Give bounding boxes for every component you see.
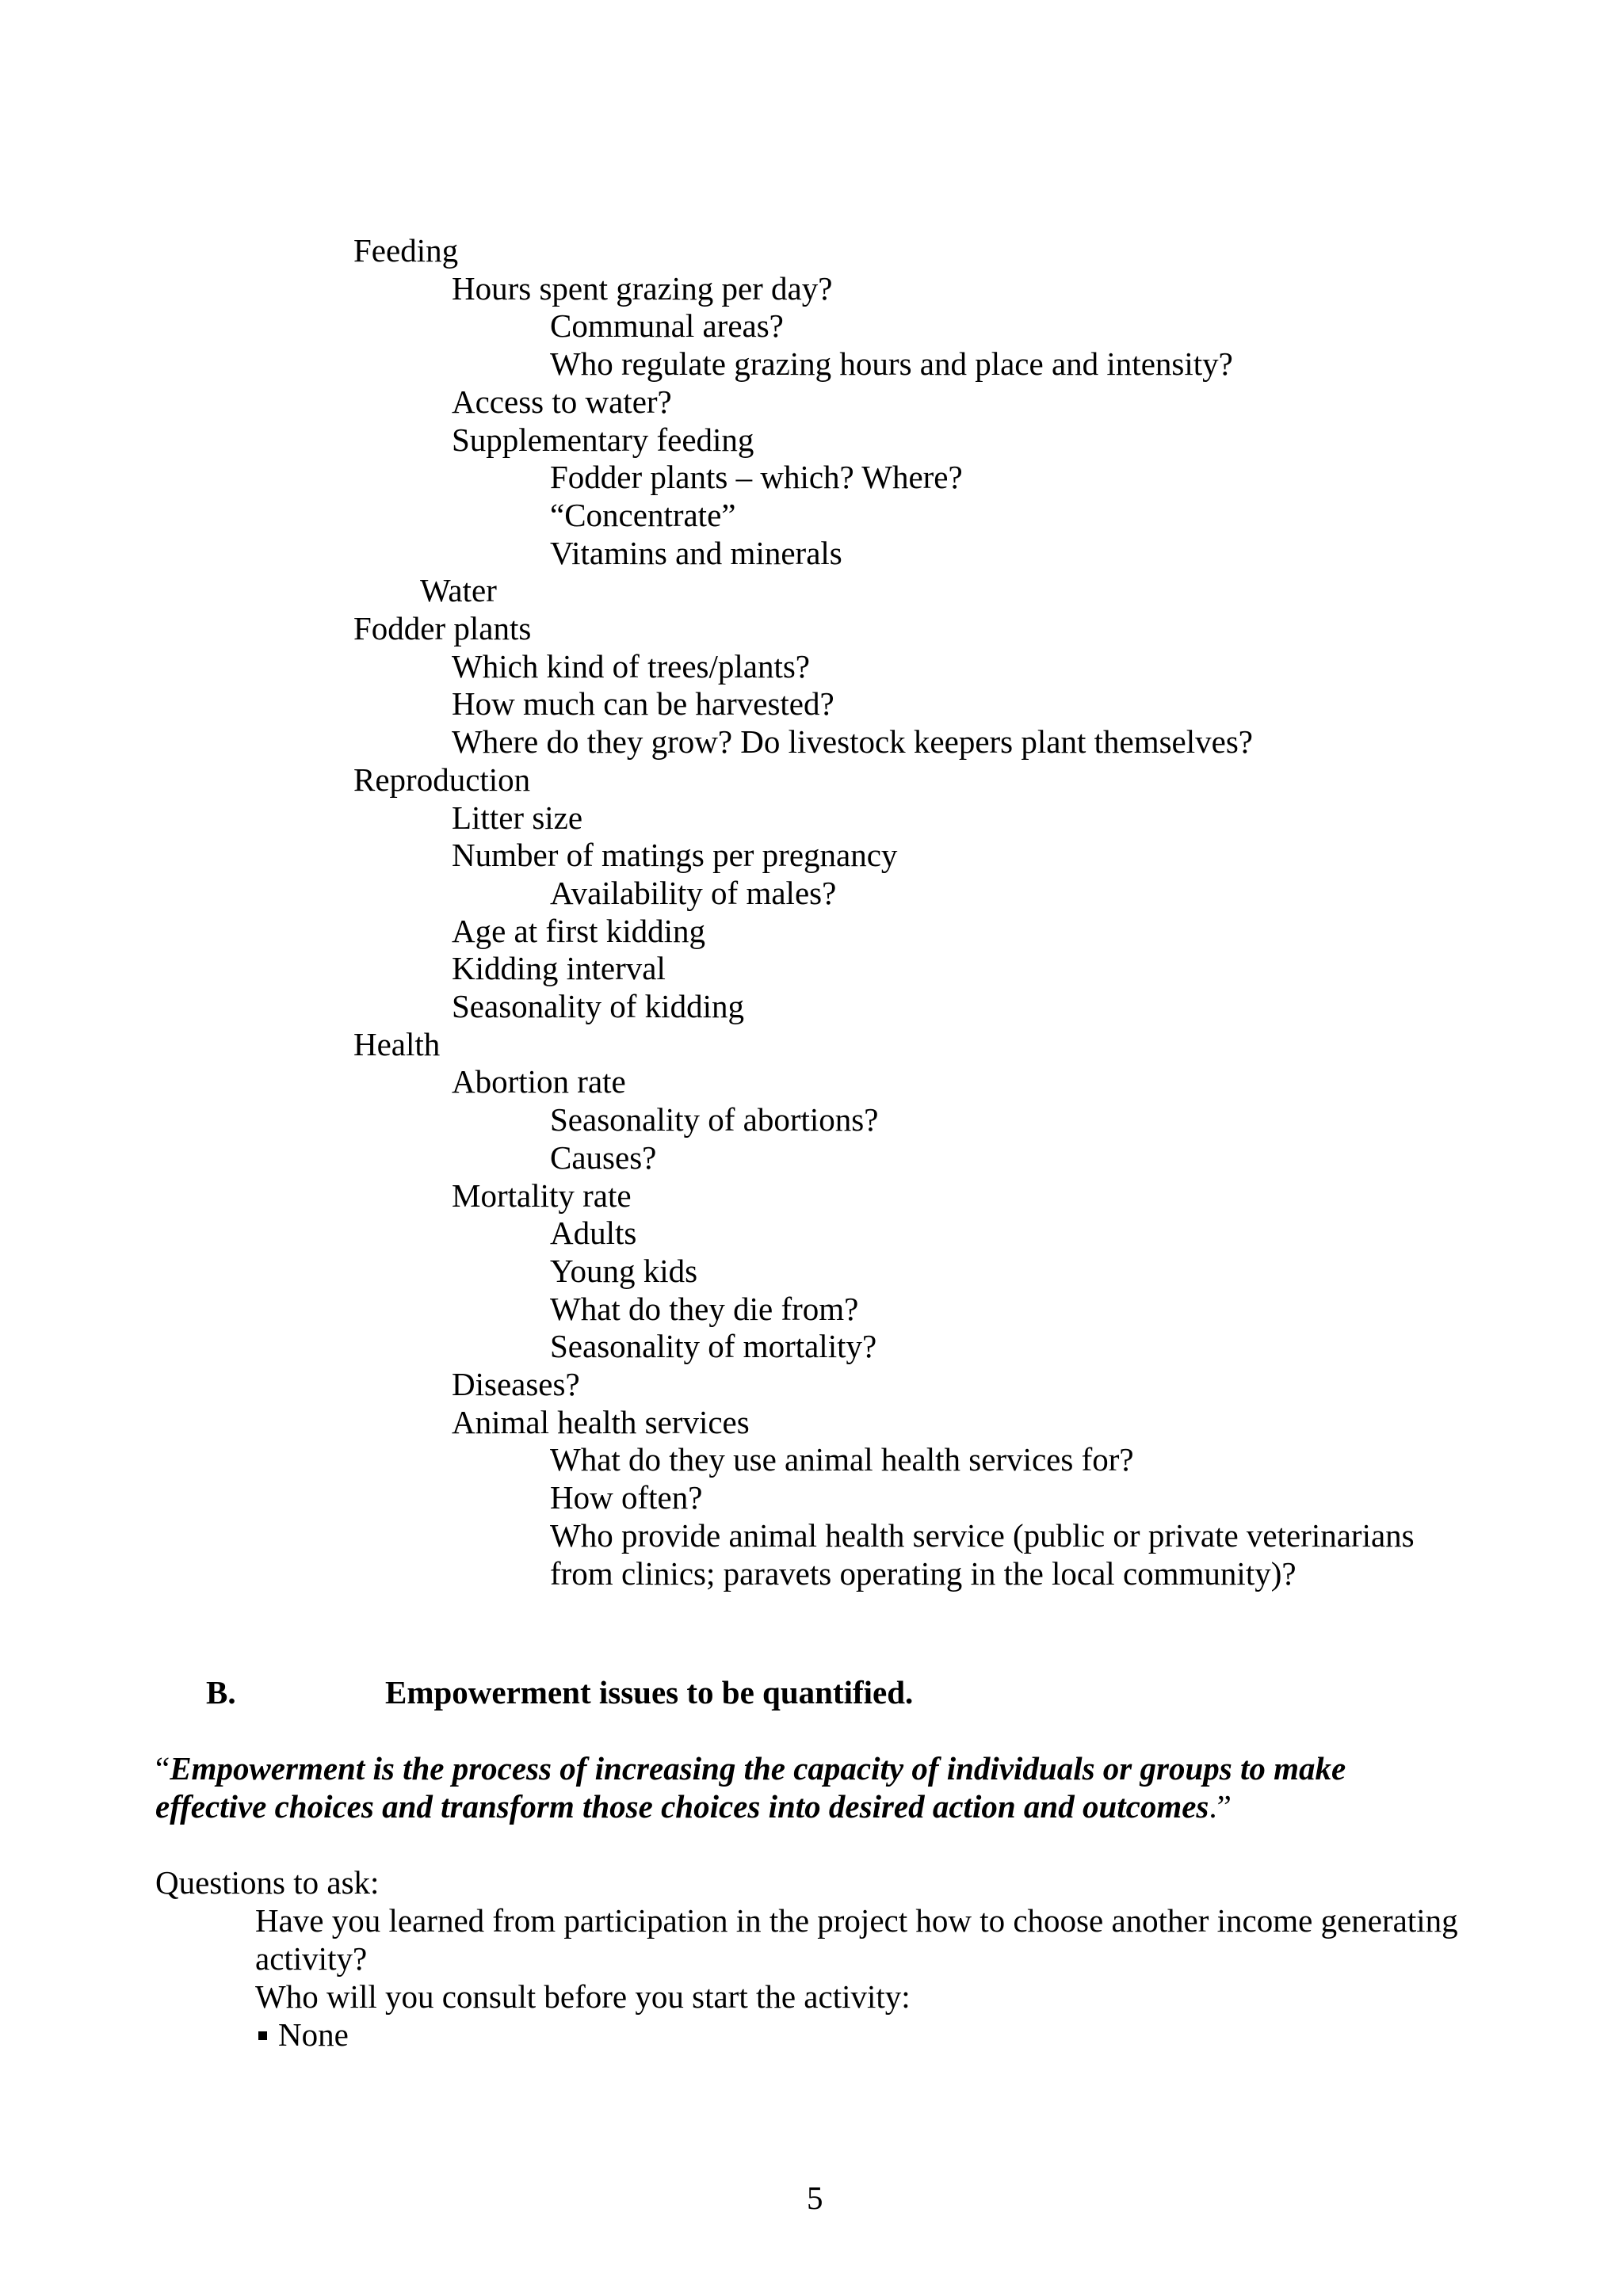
question-1-text: Have you learned from participation in the project how to choose another income generating: [255, 1902, 1458, 1939]
outline-text: “Concentrate”: [550, 497, 736, 533]
question-2-text: Who will you consult before you start the activity:: [255, 1978, 911, 2015]
outline-text: Where do they grow? Do livestock keepers plant themselves?: [452, 723, 1253, 760]
outline-text: Abortion rate: [452, 1063, 626, 1100]
outline-text: Availability of males?: [550, 875, 837, 911]
outline-text: Kidding interval: [452, 950, 666, 986]
outline-text: Vitamins and minerals: [550, 535, 842, 571]
outline-text: Hours spent grazing per day?: [452, 270, 833, 307]
empowerment-quote-line-1: [155, 1749, 1346, 1787]
outline-text: Mortality rate: [452, 1177, 632, 1214]
outline-text: Who regulate grazing hours and place and intensity?: [550, 345, 1233, 382]
outline-text: Age at first kidding: [452, 913, 705, 949]
square-bullet-icon: [258, 2031, 267, 2040]
outline-text: Who provide animal health service (public or private veterinarians: [550, 1517, 1415, 1554]
question-1-text-cont: activity?: [255, 1940, 368, 1977]
quote-text-2: effective choices and transform those choices into desired action and outcomes: [155, 1788, 1209, 1825]
outline-text: Supplementary feeding: [452, 421, 754, 458]
section-b-letter: B.: [206, 1674, 236, 1711]
outline-text: How much can be harvested?: [452, 685, 834, 722]
outline-text: Fodder plants: [353, 610, 532, 646]
outline-text: Seasonality of kidding: [452, 988, 744, 1024]
outline-text: Seasonality of mortality?: [550, 1328, 877, 1364]
outline-text: from clinics; paravets operating in the local community)?: [550, 1555, 1296, 1592]
outline-text: Young kids: [550, 1253, 698, 1289]
quote-text-1: Empowerment is the process of increasing the capacity of individuals or groups to make: [170, 1750, 1346, 1787]
section-b-title: Empowerment issues to be quantified.: [385, 1674, 914, 1711]
outline-text: Water: [420, 572, 497, 608]
bullet-text: None: [278, 2016, 349, 2053]
outline-text: Seasonality of abortions?: [550, 1101, 879, 1138]
outline-text: Reproduction: [353, 761, 531, 798]
outline-text: Litter size: [452, 799, 583, 836]
outline-text: Diseases?: [452, 1366, 580, 1402]
outline-text: Health: [353, 1026, 441, 1062]
outline-text: Communal areas?: [550, 307, 784, 344]
outline-text: What do they use animal health services for?: [550, 1441, 1134, 1478]
outline-text: Access to water?: [452, 383, 672, 420]
quote-close-mark: .”: [1209, 1788, 1232, 1825]
questions-intro: Questions to ask:: [155, 1864, 380, 1901]
outline-text: Adults: [550, 1215, 637, 1251]
outline-text: Animal health services: [452, 1404, 750, 1440]
outline-text: Number of matings per pregnancy: [452, 837, 898, 873]
page-number: 5: [807, 2180, 823, 2216]
empowerment-quote-line-2: [155, 1787, 1232, 1825]
outline-text: Fodder plants – which? Where?: [550, 459, 963, 495]
outline-text: Causes?: [550, 1139, 657, 1176]
outline-text: What do they die from?: [550, 1291, 859, 1327]
bullet-item-none: [258, 2016, 349, 2054]
outline-text: Which kind of trees/plants?: [452, 648, 811, 685]
outline-text: Feeding: [353, 232, 459, 269]
outline-text: How often?: [550, 1479, 703, 1516]
quote-open-mark: “: [155, 1750, 170, 1787]
